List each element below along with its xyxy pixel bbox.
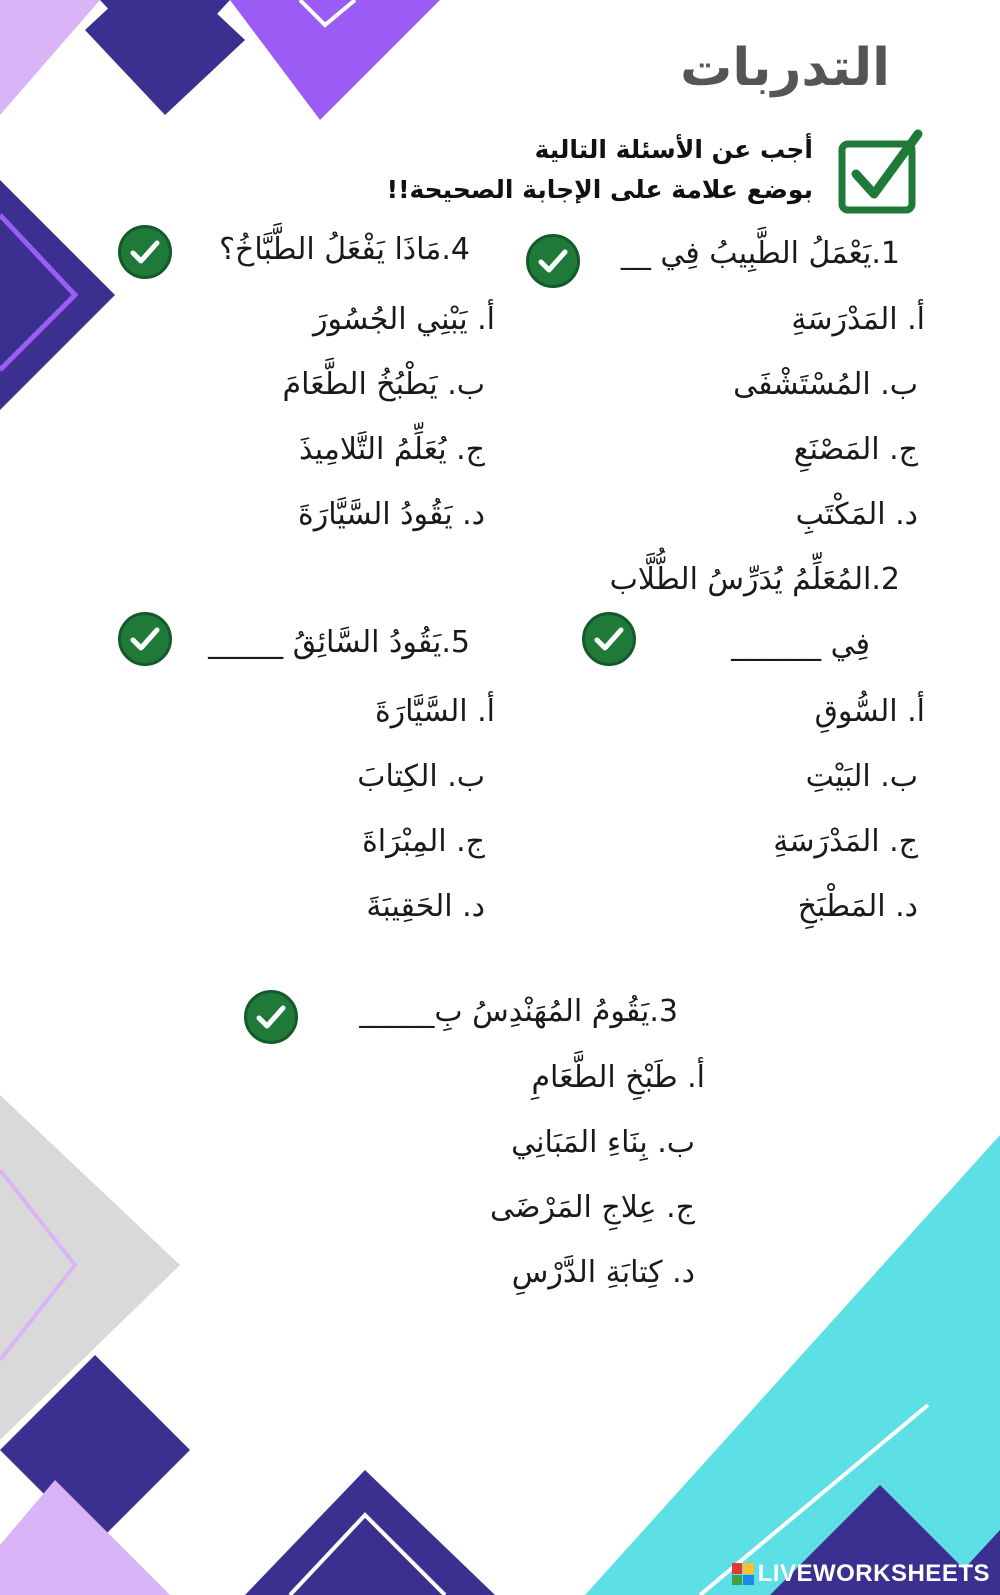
question-4-option-a[interactable]: أ. يَبْنِي الجُسُورَ [313,302,495,337]
question-2-text: 2.المُعَلِّمُ يُدَرِّسُ الطُّلَّاب [609,562,900,597]
question-5-option-a[interactable]: أ. السَّيَّارَةَ [374,694,495,729]
question-5-option-c[interactable]: ج. المِبْرَاةَ [362,824,485,859]
question-4-check-button[interactable] [118,225,172,279]
question-3-check-button[interactable] [244,990,298,1044]
page-title: التدربات [680,38,890,98]
question-3-text: 3.يَقُومُ المُهَنْدِسُ بِ_____ [359,994,678,1029]
question-1-check-button[interactable] [526,234,580,288]
question-2-option-b[interactable]: ب. البَيْتِ [805,759,918,794]
question-5-check-button[interactable] [118,612,172,666]
question-2-check-button[interactable] [582,612,636,666]
question-5-option-b[interactable]: ب. الكِتابَ [357,759,485,794]
question-4-text: 4.مَاذَا يَفْعَلُ الطَّبَّاخُ؟ [219,232,470,267]
liveworksheets-watermark [732,1559,990,1589]
question-1-option-b[interactable]: ب. المُسْتَشْفَى [733,367,918,402]
question-3-option-c[interactable]: ج. عِلاجِ المَرْضَى [490,1190,695,1225]
question-3-option-a[interactable]: أ. طَبْخِ الطَّعَامِ [531,1060,705,1095]
liveworksheets-logo-icon [732,1563,754,1585]
question-1-text: 1.يَعْمَلُ الطَّبِيبُ فِي __ [620,236,900,271]
question-4-option-c[interactable]: ج. يُعَلِّمُ التَّلامِيذَ [299,432,485,467]
check-circle-icon [535,243,571,279]
question-4-option-d[interactable]: د. يَقُودُ السَّيَّارَةَ [298,497,485,532]
question-5-option-d[interactable]: د. الحَقِيبَةَ [366,889,485,924]
question-3-option-b[interactable]: ب. بِنَاءِ المَبَانِي [511,1125,695,1160]
check-circle-icon [253,999,289,1035]
check-circle-icon [127,621,163,657]
question-5-text: 5.يَقُودُ السَّائِقُ _____ [208,625,470,660]
checkbox-checkmark-icon [838,126,924,216]
question-2-option-d[interactable]: د. المَطْبَخِ [797,889,918,924]
instructions-line-1: أجب عن الأسئلة التالية [534,135,813,164]
question-2-option-a[interactable]: أ. السُّوقِ [814,694,925,729]
question-1-option-a[interactable]: أ. المَدْرَسَةِ [791,302,925,337]
watermark-text: LIVEWORKSHEETS [757,1560,990,1587]
check-circle-icon [591,621,627,657]
question-2-option-c[interactable]: ج. المَدْرَسَةِ [773,824,918,859]
question-2-text-line-2: فِي ______ [731,627,870,662]
question-1-option-d[interactable]: د. المَكْتَبِ [795,497,918,532]
check-circle-icon [127,234,163,270]
instructions-line-2: بوضع علامة على الإجابة الصحيحة!! [386,175,813,204]
question-4-option-b[interactable]: ب. يَطْبُخُ الطَّعَامَ [282,367,485,402]
question-1-option-c[interactable]: ج. المَصْنَعِ [793,432,918,467]
instructions [253,130,813,210]
question-3-option-d[interactable]: د. كِتابَةِ الدَّرْسِ [511,1255,695,1290]
